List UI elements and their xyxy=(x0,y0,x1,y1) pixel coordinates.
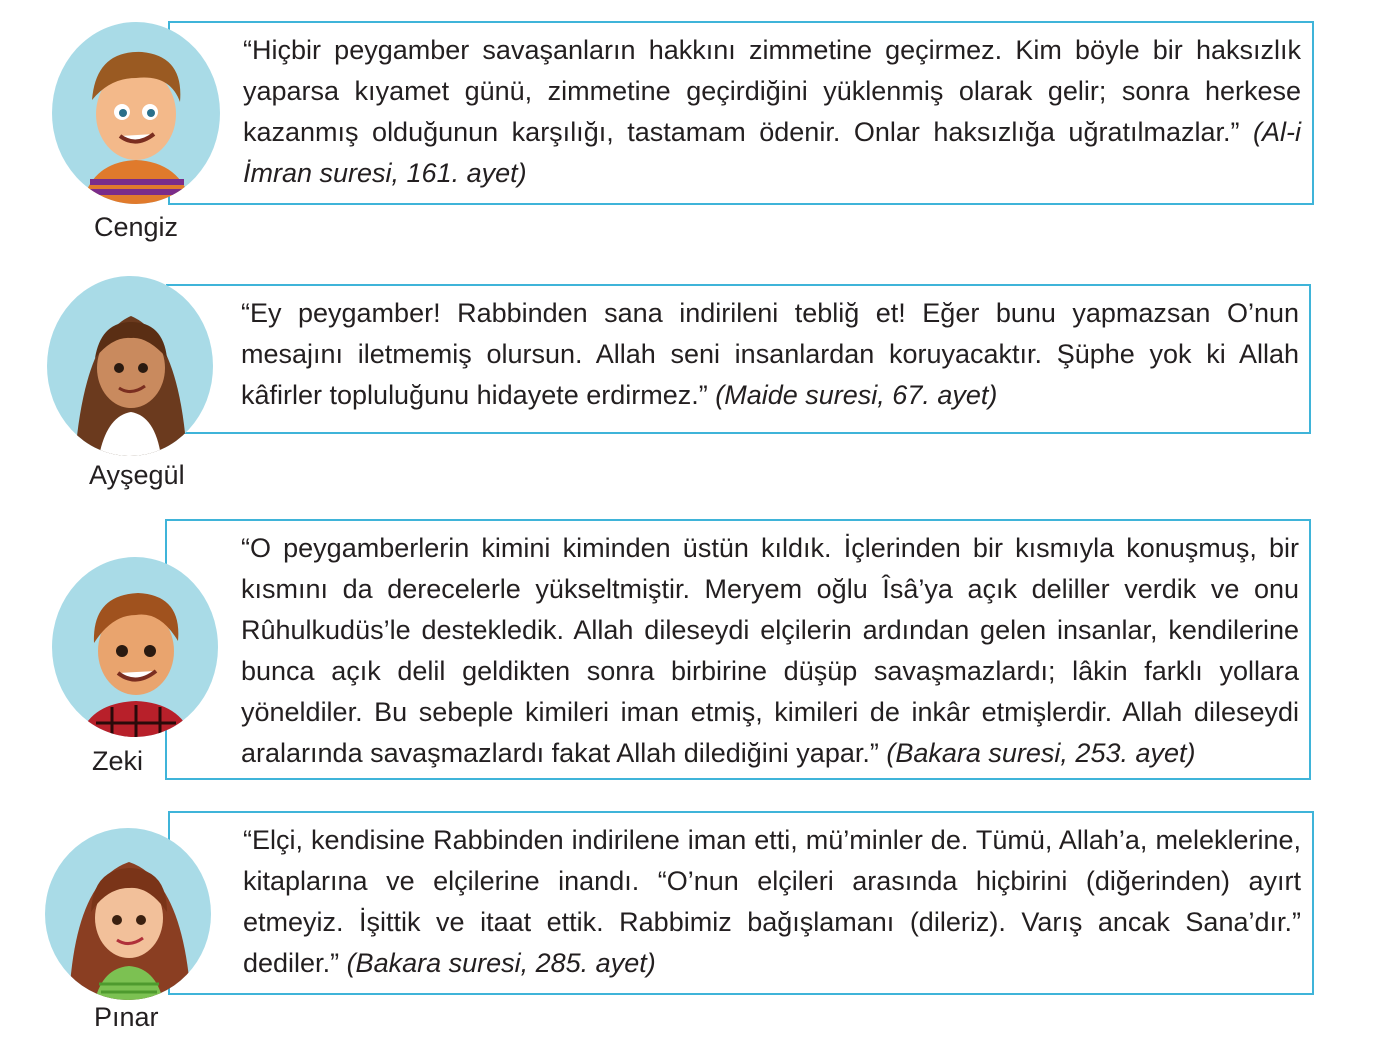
quote-text-zeki xyxy=(241,528,1299,774)
avatar-name-aysegul: Ayşegül xyxy=(89,460,185,490)
boy-with-plaid-shirt-avatar xyxy=(52,557,218,737)
quote-citation: (Bakara suresi, 285. ayet) xyxy=(346,948,656,978)
quote-citation: (Al-i İmran suresi, 161. ayet) xyxy=(243,117,1301,188)
avatar-name-cengiz: Cengiz xyxy=(94,212,179,242)
boy-with-striped-shirt-avatar xyxy=(52,22,220,204)
quote-body: “Ey peygamber! Rabbinden sana indirileni tebliğ et! Eğer bunu yapmazsan O’nun mesajını iletmemiş olursun. Allah seni insanlardan koruyacaktır. Şüphe yok ki Allah kâfirler topluluğunu hidayete erdirmez.” xyxy=(241,298,1299,410)
girl-with-green-top-avatar xyxy=(45,828,211,1000)
quote-text-pinar xyxy=(243,820,1301,984)
quote-citation: (Bakara suresi, 253. ayet) xyxy=(886,738,1196,768)
quote-text-cengiz xyxy=(243,30,1301,194)
quote-text-aysegul xyxy=(241,293,1299,416)
quote-body: “O peygamberlerin kimini kiminden üstün kıldık. İçlerinden bir kısmıyla konuşmuş, bir kısmını da derecelerle yükseltmiştir. Meryem oğlu Îsâ’ya açık deliller verdik ve onu Rûhulkudüs’le destekledik. Allah dileseydi elçilerin ardından gelen insanlar, kendilerine bunca açık delil geldikten sonra birbirine düşüp savaşmazlardı; lâkin farklı yollara yöneldiler. Bu sebeple kimileri iman etmiş, kimileri de inkâr etmişlerdir. Allah dileseydi aralarında savaşmazlardı fakat Allah dilediğini yapar.” xyxy=(241,533,1299,768)
avatar-name-zeki: Zeki xyxy=(92,746,144,776)
girl-with-long-hair-avatar xyxy=(47,276,213,456)
avatar-name-pinar: Pınar xyxy=(94,1002,159,1032)
quote-body: “Elçi, kendisine Rabbinden indirilene iman etti, mü’minler de. Tümü, Allah’a, meleklerine, kitaplarına ve elçilerine inandı. “O’nun elçileri arasında hiçbirini (diğerinden) ayırt etmeyiz. İşittik ve itaat ettik. Rabbimiz bağışlamanı (dileriz). Varış ancak Sana’dır.” dediler.” xyxy=(243,825,1301,978)
quote-body: “Hiçbir peygamber savaşanların hakkını zimmetine geçirmez. Kim böyle bir haksızlık yaparsa kıyamet günü, zimmetine geçirdiğini yüklenmiş olarak gelir; sonra herkese kazanmış olduğunun karşılığı, tastamam ödenir. Onlar haksızlığa uğratılmazlar.” xyxy=(243,35,1301,147)
quote-citation: (Maide suresi, 67. ayet) xyxy=(715,380,998,410)
